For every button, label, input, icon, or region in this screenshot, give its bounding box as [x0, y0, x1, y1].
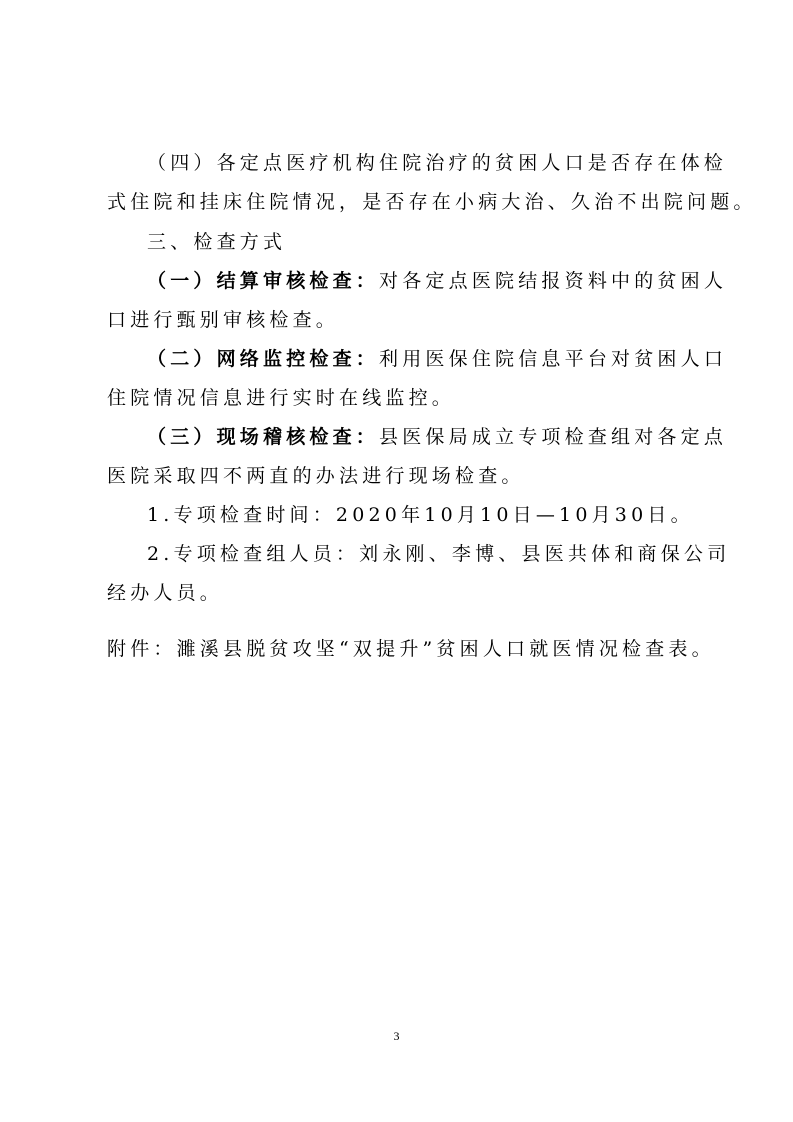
sub-item-2-line1: 2.专项检查组人员：刘永刚、李博、县医共体和商保公司 — [147, 543, 731, 565]
item3-text: 县医保局成立专项检查组对各定点 — [379, 426, 728, 448]
item1-line2: 口进行甄别审核检查。 — [107, 309, 340, 331]
section-heading-3: 三、检查方式 — [147, 231, 287, 253]
para4-line1: （四）各定点医疗机构住院治疗的贫困人口是否存在体检 — [147, 152, 728, 174]
item3-label: （三）现场稽核检查： — [147, 426, 380, 448]
sub-item-1: 1.专项检查时间：2020年10月10日—10月30日。 — [147, 504, 694, 526]
item2-label: （二）网络监控检查： — [147, 348, 380, 370]
item1-label: （一）结算审核检查： — [147, 270, 380, 292]
item3-line2: 医院采取四不两直的办法进行现场检查。 — [107, 465, 525, 487]
sub-item-2-line2: 经办人员。 — [107, 582, 224, 604]
item1-text: 对各定点医院结报资料中的贫困人 — [379, 270, 728, 292]
item2-text: 利用医保住院信息平台对贫困人口 — [379, 348, 728, 370]
page-number: 3 — [393, 1029, 400, 1043]
attachment-line: 附件：濉溪县脱贫攻坚“双提升”贫困人口就医情况检查表。 — [107, 638, 715, 660]
item1-line1 — [147, 268, 728, 294]
item2-line1 — [147, 346, 728, 372]
item2-line2: 住院情况信息进行实时在线监控。 — [107, 387, 456, 409]
item3-line1 — [147, 424, 728, 450]
para4-line2: 式住院和挂床住院情况，是否存在小病大治、久治不出院问题。 — [107, 191, 757, 213]
